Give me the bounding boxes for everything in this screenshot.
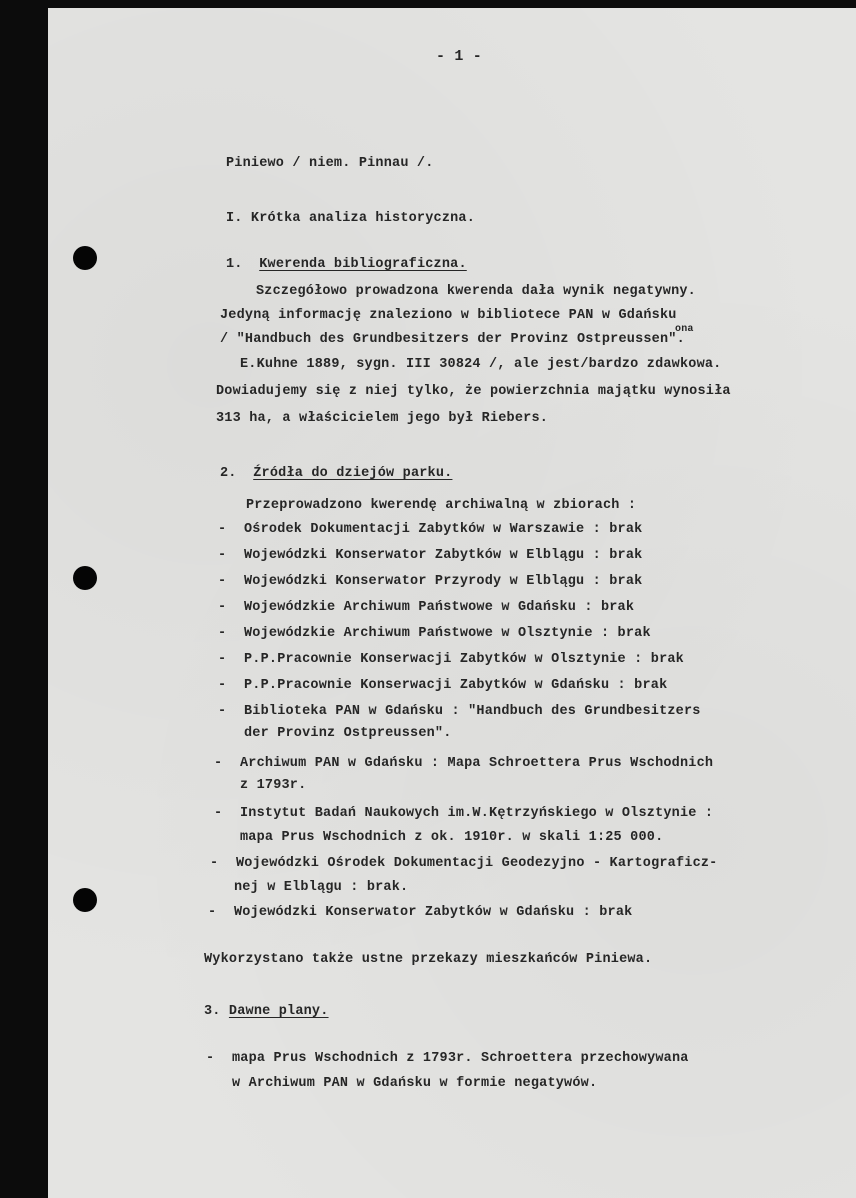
document-page xyxy=(48,8,856,1198)
s2-item-8-cont: der Provinz Ostpreussen". xyxy=(244,726,452,741)
list-bullet: - xyxy=(206,1051,215,1066)
s2-item-11 xyxy=(210,856,717,871)
list-bullet: - xyxy=(218,626,227,641)
list-bullet: - xyxy=(218,522,227,537)
section-2-title: Źródła do dziejów parku. xyxy=(253,466,453,481)
list-bullet: - xyxy=(218,678,227,693)
s2-item-6-text: P.P.Pracownie Konserwacji Zabytków w Olsztynie : brak xyxy=(244,652,684,667)
s2-item-9 xyxy=(214,756,713,771)
s2-item-8-text: Biblioteka PAN w Gdańsku : "Handbuch des Grundbesitzers xyxy=(244,704,701,719)
s2-item-10-text: Instytut Badań Naukowych im.W.Kętrzyńskiego w Olsztynie : xyxy=(240,806,714,821)
s3-item-1 xyxy=(206,1051,689,1066)
section-3-heading xyxy=(204,1004,329,1019)
s2-item-3-text: Wojewódzki Konserwator Przyrody w Elblągu : brak xyxy=(244,574,643,589)
section-1-number: 1. xyxy=(226,257,243,272)
s2-item-1 xyxy=(218,522,642,537)
s2-item-12 xyxy=(208,905,632,920)
section-1-title: Kwerenda bibliograficzna. xyxy=(259,257,467,272)
s2-item-4 xyxy=(218,600,634,615)
s1-line-1: Szczegółowo prowadzona kwerenda dała wynik negatywny. xyxy=(256,284,696,299)
s2-item-2-text: Wojewódzki Konserwator Zabytków w Elblągu : brak xyxy=(244,548,643,563)
s2-item-5 xyxy=(218,626,651,641)
list-bullet: - xyxy=(218,652,227,667)
document-heading: Piniewo / niem. Pinnau /. xyxy=(226,156,434,171)
s2-item-9-text: Archiwum PAN w Gdańsku : Mapa Schroettera Prus Wschodnich xyxy=(240,756,714,771)
list-bullet: - xyxy=(208,905,217,920)
list-bullet: - xyxy=(210,856,219,871)
s1-line-5: Dowiadujemy się z niej tylko, że powierzchnia majątku wynosiła xyxy=(216,384,731,399)
punch-hole-bottom xyxy=(73,888,97,912)
s2-note: Wykorzystano także ustne przekazy mieszkańców Piniewa. xyxy=(204,952,653,967)
s2-item-7 xyxy=(218,678,667,693)
s2-item-11-text: Wojewódzki Ośrodek Dokumentacji Geodezyjno - Kartograficz- xyxy=(236,856,718,871)
s2-item-8 xyxy=(218,704,701,719)
s2-item-3 xyxy=(218,574,642,589)
s2-item-9-cont: z 1793r. xyxy=(240,778,307,793)
section-3-title: Dawne plany. xyxy=(228,1004,329,1019)
s2-item-10-cont: mapa Prus Wschodnich z ok. 1910r. w skali 1:25 000. xyxy=(240,830,664,845)
s2-item-2 xyxy=(218,548,642,563)
s1-line-6: 313 ha, a właścicielem jego był Riebers. xyxy=(216,411,549,426)
list-bullet: - xyxy=(218,600,227,615)
s2-item-1-text: Ośrodek Dokumentacji Zabytków w Warszawie : brak xyxy=(244,522,643,537)
s1-insertion: ona xyxy=(675,324,694,335)
s2-item-11-cont: nej w Elblągu : brak. xyxy=(234,880,409,895)
s1-line-3: / "Handbuch des Grundbesitzers der Provinz Ostpreussen". xyxy=(220,332,685,347)
s2-item-6 xyxy=(218,652,684,667)
page-number: - 1 - xyxy=(436,48,483,65)
s3-line-2: w Archiwum PAN w Gdańsku w formie negatywów. xyxy=(232,1076,598,1091)
s2-item-4-text: Wojewódzkie Archiwum Państwowe w Gdańsku : brak xyxy=(244,600,635,615)
s2-item-7-text: P.P.Pracownie Konserwacji Zabytków w Gdańsku : brak xyxy=(244,678,668,693)
list-bullet: - xyxy=(214,806,223,821)
s2-item-10 xyxy=(214,806,713,821)
s3-line-1: mapa Prus Wschodnich z 1793r. Schroettera przechowywana xyxy=(232,1051,689,1066)
s2-intro: Przeprowadzono kwerendę archiwalną w zbiorach : xyxy=(246,498,637,513)
section-2-heading xyxy=(220,466,452,481)
section-2-number: 2. xyxy=(220,466,237,481)
list-bullet: - xyxy=(218,704,227,719)
list-bullet: - xyxy=(218,574,227,589)
s1-line-2: Jedyną informację znaleziono w bibliotece PAN w Gdańsku xyxy=(220,308,677,323)
s2-item-5-text: Wojewódzkie Archiwum Państwowe w Olsztynie : brak xyxy=(244,626,651,641)
section-3-number: 3. xyxy=(204,1004,221,1019)
list-bullet: - xyxy=(214,756,223,771)
s1-line-4: E.Kuhne 1889, sygn. III 30824 /, ale jest/bardzo zdawkowa. xyxy=(240,357,722,372)
s2-item-12-text: Wojewódzki Konserwator Zabytków w Gdańsku : brak xyxy=(234,905,633,920)
punch-hole-top xyxy=(73,246,97,270)
list-bullet: - xyxy=(218,548,227,563)
punch-hole-middle xyxy=(73,566,97,590)
section-i-heading: I. Krótka analiza historyczna. xyxy=(226,211,476,226)
section-1-heading xyxy=(226,257,467,272)
